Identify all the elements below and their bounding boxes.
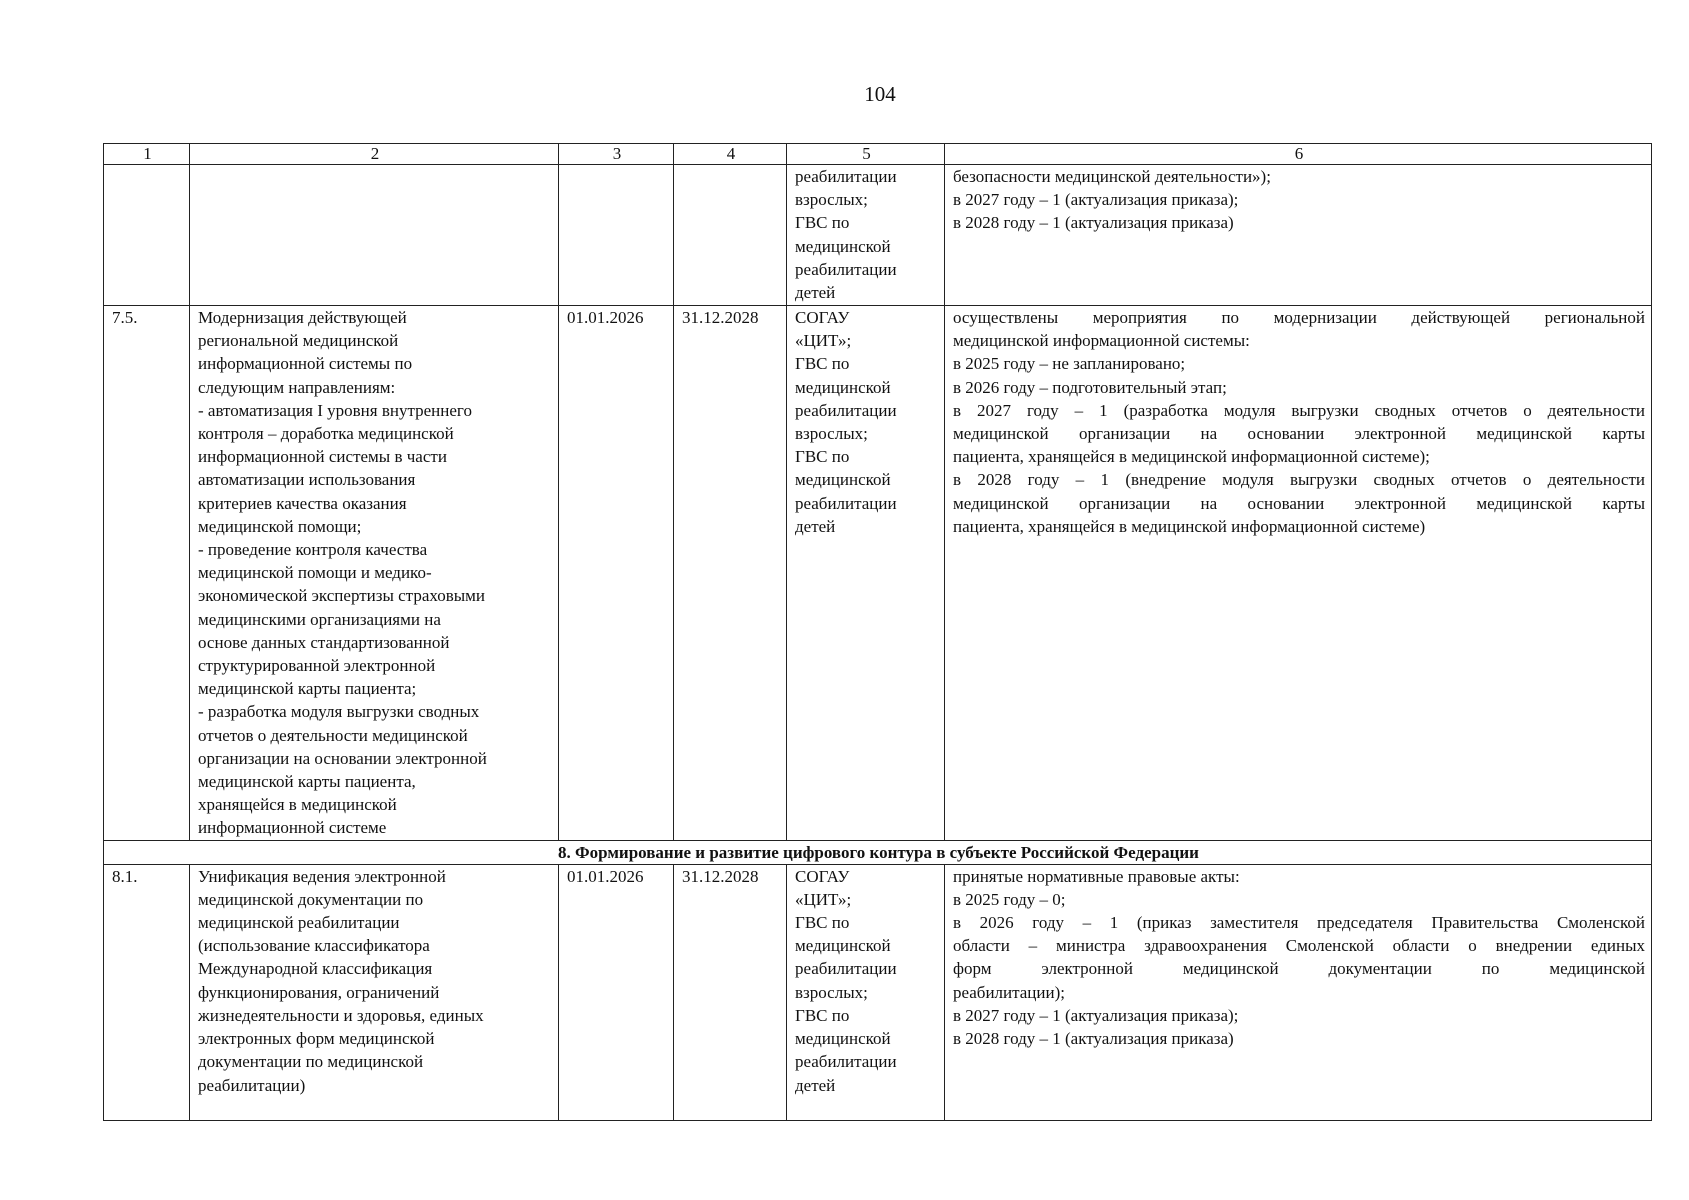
text-line: реабилитации): [198, 1075, 306, 1095]
text-line: осуществлены мероприятия по модернизации действующей региональной: [953, 308, 1645, 327]
text-line: документации по медицинской: [198, 1052, 424, 1072]
text-line: медицинской реабилитации: [198, 913, 400, 933]
text-line: медицинской: [795, 236, 891, 256]
text-line: региональной медицинской: [198, 331, 399, 351]
text-line: медицинской организации на основании электронной медицинской карты: [953, 493, 1645, 513]
cell-activity: [190, 165, 559, 306]
text-line: информационной системы в части: [198, 447, 447, 467]
column-header-5: 5: [787, 144, 945, 165]
text-line: ГВС по: [795, 447, 850, 467]
text-line: СОГАУ: [795, 866, 850, 886]
cell-result: [945, 306, 1652, 841]
text-line: реабилитации: [795, 1052, 897, 1072]
text-line: медицинской документации по: [198, 889, 424, 909]
cell-end-date: 31.12.2028: [674, 864, 787, 1120]
text-line: в 2027 году – 1 (актуализация приказа);: [953, 190, 1239, 210]
text-line: пациента, хранящейся в медицинской информационной системе): [953, 516, 1426, 536]
cell-number: [104, 165, 190, 306]
text-line: структурированной электронной: [198, 656, 436, 676]
table-row-7-5: [104, 306, 1652, 841]
text-line: детей: [795, 283, 836, 303]
text-line: отчетов о деятельности медицинской: [198, 725, 468, 745]
text-line: «ЦИТ»;: [795, 331, 852, 351]
text-line: информационной системы по: [198, 354, 413, 374]
text-line: функционирования, ограничений: [198, 982, 440, 1002]
text-line: медицинской информационной системы:: [953, 331, 1250, 351]
text-line: взрослых;: [795, 424, 868, 444]
text-line: реабилитации: [795, 400, 897, 420]
text-line: детей: [795, 1075, 836, 1095]
cell-number: 8.1.: [104, 864, 190, 1120]
cell-start-date: 01.01.2026: [559, 864, 674, 1120]
text-line: Модернизация действующей: [198, 308, 407, 327]
text-line: медицинской: [795, 936, 891, 956]
cell-start-date: 01.01.2026: [559, 306, 674, 841]
text-line: в 2027 году – 1 (разработка модуля выгрузки сводных отчетов о деятельности: [953, 400, 1645, 420]
column-header-2: 2: [190, 144, 559, 165]
text-line: в 2028 году – 1 (актуализация приказа): [953, 213, 1234, 233]
text-line: ГВС по: [795, 354, 850, 374]
plan-table: [103, 143, 1652, 1121]
section-8-row: [104, 840, 1652, 864]
text-line: - разработка модуля выгрузки сводных: [198, 702, 480, 722]
header-row: [104, 144, 1652, 165]
text-line: реабилитации: [795, 959, 897, 979]
text-line: экономической экспертизы страховыми: [198, 586, 486, 606]
text-line: в 2025 году – 0;: [953, 889, 1066, 909]
text-line: ГВС по: [795, 1005, 850, 1025]
cell-end-date: [674, 165, 787, 306]
text-line: медицинской: [795, 470, 891, 490]
text-line: медицинской организации на основании электронной медицинской карты: [953, 424, 1645, 444]
text-line: медицинской помощи и медико-: [198, 563, 432, 583]
cell-responsible: [787, 165, 945, 306]
table-row-8-1: [104, 864, 1652, 1120]
cell-end-date: 31.12.2028: [674, 306, 787, 841]
text-line: в 2028 году – 1 (актуализация приказа): [953, 1029, 1234, 1049]
text-line: автоматизации использования: [198, 470, 416, 490]
text-line: реабилитации);: [953, 982, 1065, 1002]
text-line: области – министра здравоохранения Смоленской области о внедрении единых: [953, 936, 1645, 956]
section-8-title: 8. Формирование и развитие цифрового контура в субъекте Российской Федерации: [104, 840, 1652, 864]
text-line: форм электронной медицинской документации по медицинской: [953, 959, 1645, 979]
text-line: ГВС по: [795, 213, 850, 233]
text-line: медицинской: [795, 377, 891, 397]
text-line: Международной классификация: [198, 959, 433, 979]
page-number: 104: [864, 82, 896, 106]
text-line: в 2028 году – 1 (внедрение модуля выгрузки сводных отчетов о деятельности: [953, 470, 1645, 490]
column-header-3: 3: [559, 144, 674, 165]
text-line: контроля – доработка медицинской: [198, 424, 454, 444]
text-line: критериев качества оказания: [198, 493, 407, 513]
table-row-continuation: [104, 165, 1652, 306]
text-line: электронных форм медицинской: [198, 1029, 435, 1049]
text-line: медицинской карты пациента,: [198, 772, 416, 792]
text-line: реабилитации: [795, 259, 897, 279]
text-line: следующим направлениям:: [198, 377, 396, 397]
text-line: медицинской помощи;: [198, 516, 362, 536]
text-line: жизнедеятельности и здоровья, единых: [198, 1005, 484, 1025]
text-line: информационной системе: [198, 818, 387, 838]
text-line: медицинскими организациями на: [198, 609, 441, 629]
text-line: основе данных стандартизованной: [198, 632, 450, 652]
text-line: взрослых;: [795, 190, 868, 210]
text-line: - проведение контроля качества: [198, 540, 428, 560]
text-line: принятые нормативные правовые акты:: [953, 866, 1240, 886]
text-line: медицинской: [795, 1029, 891, 1049]
text-line: в 2026 году – подготовительный этап;: [953, 377, 1227, 397]
text-line: в 2026 году – 1 (приказ заместителя председателя Правительства Смоленской: [953, 913, 1645, 933]
text-line: «ЦИТ»;: [795, 889, 852, 909]
text-line: безопасности медицинской деятельности»);: [953, 167, 1271, 186]
cell-activity: [190, 306, 559, 841]
text-line: СОГАУ: [795, 308, 850, 327]
text-line: хранящейся в медицинской: [198, 795, 397, 815]
text-line: в 2025 году – не запланировано;: [953, 354, 1186, 374]
text-line: реабилитации: [795, 167, 897, 186]
cell-responsible: [787, 306, 945, 841]
text-line: в 2027 году – 1 (актуализация приказа);: [953, 1005, 1239, 1025]
column-header-6: 6: [945, 144, 1652, 165]
column-header-4: 4: [674, 144, 787, 165]
text-line: ГВС по: [795, 913, 850, 933]
cell-responsible: [787, 864, 945, 1120]
text-line: Унификация ведения электронной: [198, 866, 446, 886]
cell-result: [945, 864, 1652, 1120]
cell-number: 7.5.: [104, 306, 190, 841]
text-line: взрослых;: [795, 982, 868, 1002]
text-line: детей: [795, 516, 836, 536]
cell-activity: [190, 864, 559, 1120]
text-line: реабилитации: [795, 493, 897, 513]
cell-result: [945, 165, 1652, 306]
text-line: пациента, хранящейся в медицинской информационной системе);: [953, 447, 1430, 467]
cell-start-date: [559, 165, 674, 306]
text-line: - автоматизация I уровня внутреннего: [198, 400, 472, 420]
text-line: медицинской карты пациента;: [198, 679, 417, 699]
column-header-1: 1: [104, 144, 190, 165]
text-line: организации на основании электронной: [198, 748, 487, 768]
text-line: (использование классификатора: [198, 936, 430, 956]
